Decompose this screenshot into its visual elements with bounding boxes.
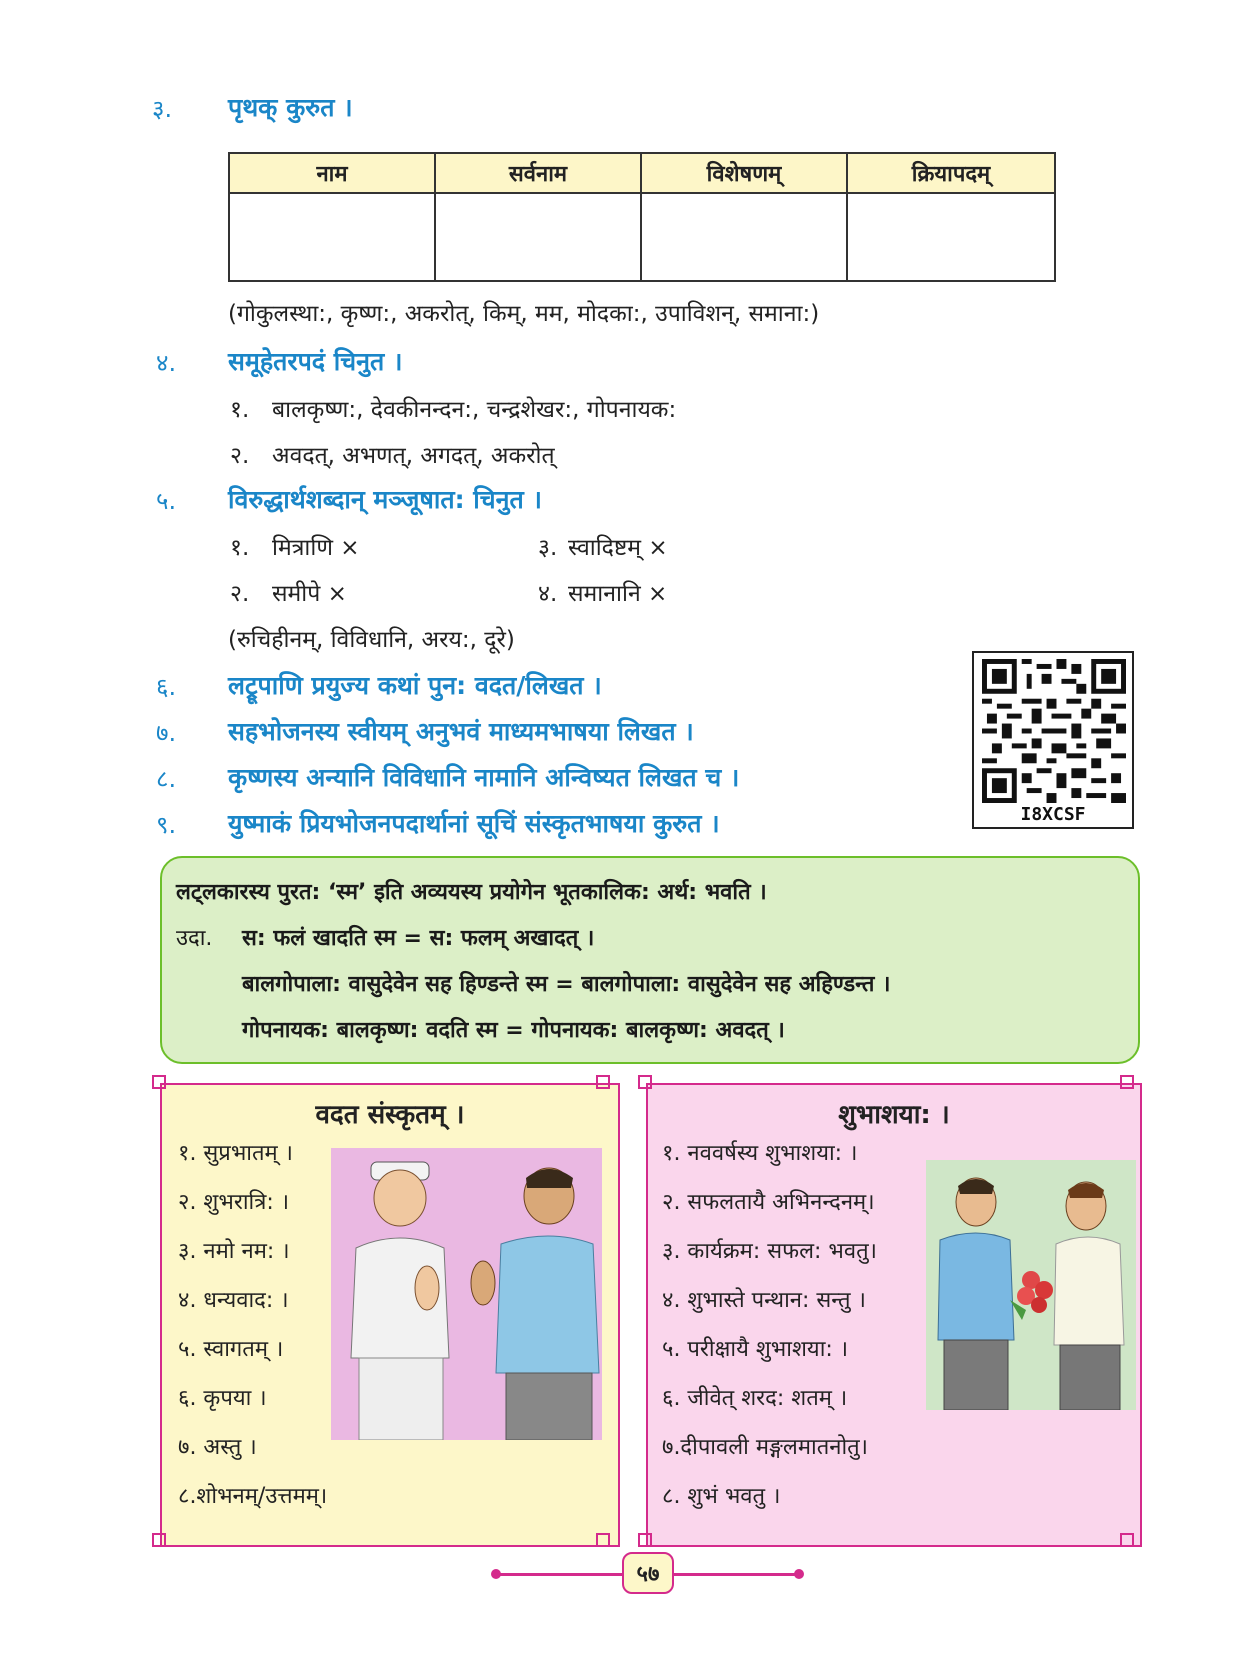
grammar-note-box (160, 856, 1140, 1064)
q5-item-3-text: स्वादिष्टम् × (568, 535, 668, 561)
good-wishes-title: शुभाशया: । (838, 1100, 950, 1130)
q4-title: समूहेतरपदं चिनुत । (228, 347, 403, 376)
greeting-item: १. सुप्रभातम् । (178, 1141, 294, 1166)
q5-item-4-text: समानानि × (568, 581, 668, 607)
panel-corner-ornament (1120, 1533, 1134, 1547)
wish-item: १. नववर्षस्य शुभाशया: । (662, 1141, 858, 1166)
wish-item: ४. शुभास्ते पन्थान: सन्तु । (662, 1288, 866, 1313)
note-example-1: स: फलं खादति स्म = स: फलम् अखादत् । (242, 926, 595, 951)
wish-item: ६. जीवेत् शरद: शतम् । (662, 1386, 848, 1411)
page-number-rule (674, 1573, 798, 1576)
q5-item-1-text: मित्राणि × (272, 535, 360, 561)
q5-word-box: (रुचिहीनम्, विविधानि, अरय:, दूरे) (228, 627, 515, 653)
page-number-rule (498, 1573, 622, 1576)
q8-number: ८. (156, 765, 177, 793)
q4-item-1-num: १. (230, 397, 250, 423)
greeting-item: ५. स्वागतम् । (178, 1337, 284, 1362)
q5-item-4-num: ४. (538, 581, 558, 607)
q5-item-1-num: १. (230, 535, 250, 561)
q7-title: सहभोजनस्य स्वीयम् अनुभवं माध्यमभाषया लिखत । (228, 717, 694, 746)
table-cell-verb[interactable] (848, 194, 1054, 280)
q6-title: लट्रूपाणि प्रयुज्य कथां पुन: वदत/लिखत । (228, 671, 602, 700)
q7-number: ७. (156, 719, 177, 747)
wish-item: ३. कार्यक्रम: सफल: भवतु। (662, 1239, 877, 1264)
qr-pattern (982, 659, 1126, 803)
table-header-noun: नाम (230, 154, 436, 194)
q5-number: ५. (156, 487, 177, 515)
panel-corner-ornament (596, 1533, 610, 1547)
q4-item-2-text: अवदत्, अभणत्, अगदत्, अकरोत् (272, 443, 555, 469)
q4-item-1-text: बालकृष्ण:, देवकीनन्दन:, चन्द्रशेखर:, गोपनायक: (272, 397, 677, 423)
wish-item: २. सफलतायै अभिनन्दनम्। (662, 1190, 875, 1215)
q5-item-2-text: समीपे × (272, 581, 347, 607)
panel-corner-ornament (596, 1075, 610, 1089)
greeting-item: ३. नमो नम: । (178, 1239, 290, 1264)
table-cell-noun[interactable] (230, 194, 436, 280)
q3-word-list: (गोकुलस्था:, कृष्ण:, अकरोत्, किम्, मम, मोदका:, उपाविशन्, समाना:) (228, 301, 820, 327)
panel-corner-ornament (152, 1533, 166, 1547)
speak-sanskrit-title: वदत संस्कृतम् । (315, 1100, 465, 1130)
table-cell-adjective[interactable] (642, 194, 848, 280)
note-example-3: गोपनायक: बालकृष्ण: वदति स्म = गोपनायक: बालकृष्ण: अवदत् । (242, 1018, 785, 1043)
table-header-pronoun: सर्वनाम (436, 154, 642, 194)
note-example-2: बालगोपाला: वासुदेवेन सह हिण्डन्ते स्म = बालगोपाला: वासुदेवेन सह अहिण्डन्त । (242, 972, 891, 997)
qr-code[interactable] (972, 651, 1134, 829)
panel-corner-ornament (1120, 1075, 1134, 1089)
note-rule: लट्लकारस्य पुरत: ‘स्म’ इति अव्ययस्य प्रयोगेन भूतकालिक: अर्थ: भवति । (176, 880, 767, 905)
panel-corner-ornament (152, 1075, 166, 1089)
classification-table (228, 152, 1056, 282)
greeting-item: ८.शोभनम्/उत्तमम्। (178, 1484, 328, 1509)
greeting-item: २. शुभरात्रि: । (178, 1190, 290, 1215)
wish-item: ५. परीक्षायै शुभाशया: । (662, 1337, 849, 1362)
q6-number: ६. (156, 673, 177, 701)
q5-item-2-num: २. (230, 581, 250, 607)
page-number: ५७ (622, 1552, 674, 1594)
q4-item-2-num: २. (230, 443, 250, 469)
q9-number: ९. (156, 811, 177, 839)
table-cell-pronoun[interactable] (436, 194, 642, 280)
qr-code-label: I8XCSF (1020, 804, 1086, 825)
greeting-item: ४. धन्यवाद: । (178, 1288, 289, 1313)
wish-item: ८. शुभं भवतु । (662, 1484, 781, 1509)
q3-number: ३. (152, 95, 173, 123)
q4-number: ४. (156, 349, 177, 377)
panel-corner-ornament (638, 1075, 652, 1089)
bouquet-illustration (926, 1160, 1136, 1410)
q5-title: विरुद्धार्थशब्दान् मञ्जूषात: चिनुत । (228, 485, 542, 514)
table-header-adjective: विशेषणम् (642, 154, 848, 194)
q3-title: पृथक् कुरुत । (228, 93, 353, 122)
q8-title: कृष्णस्य अन्यानि विविधानि नामानि अन्विष्यत लिखत च । (228, 763, 740, 792)
greeting-item: ७. अस्तु । (178, 1435, 257, 1460)
note-example-label: उदा. (176, 926, 213, 951)
greeting-item: ६. कृपया । (178, 1386, 267, 1411)
q9-title: युष्माकं प्रियभोजनपदार्थानां सूचिं संस्कृतभाषया कुरुत । (228, 809, 720, 838)
q5-item-3-num: ३. (538, 535, 558, 561)
panel-corner-ornament (638, 1533, 652, 1547)
table-header-verb: क्रियापदम् (848, 154, 1054, 194)
wish-item: ७.दीपावली मङ्गलमातनोतु। (662, 1435, 869, 1460)
namaste-illustration (331, 1148, 602, 1440)
page-number-ornament-dot (794, 1569, 804, 1579)
